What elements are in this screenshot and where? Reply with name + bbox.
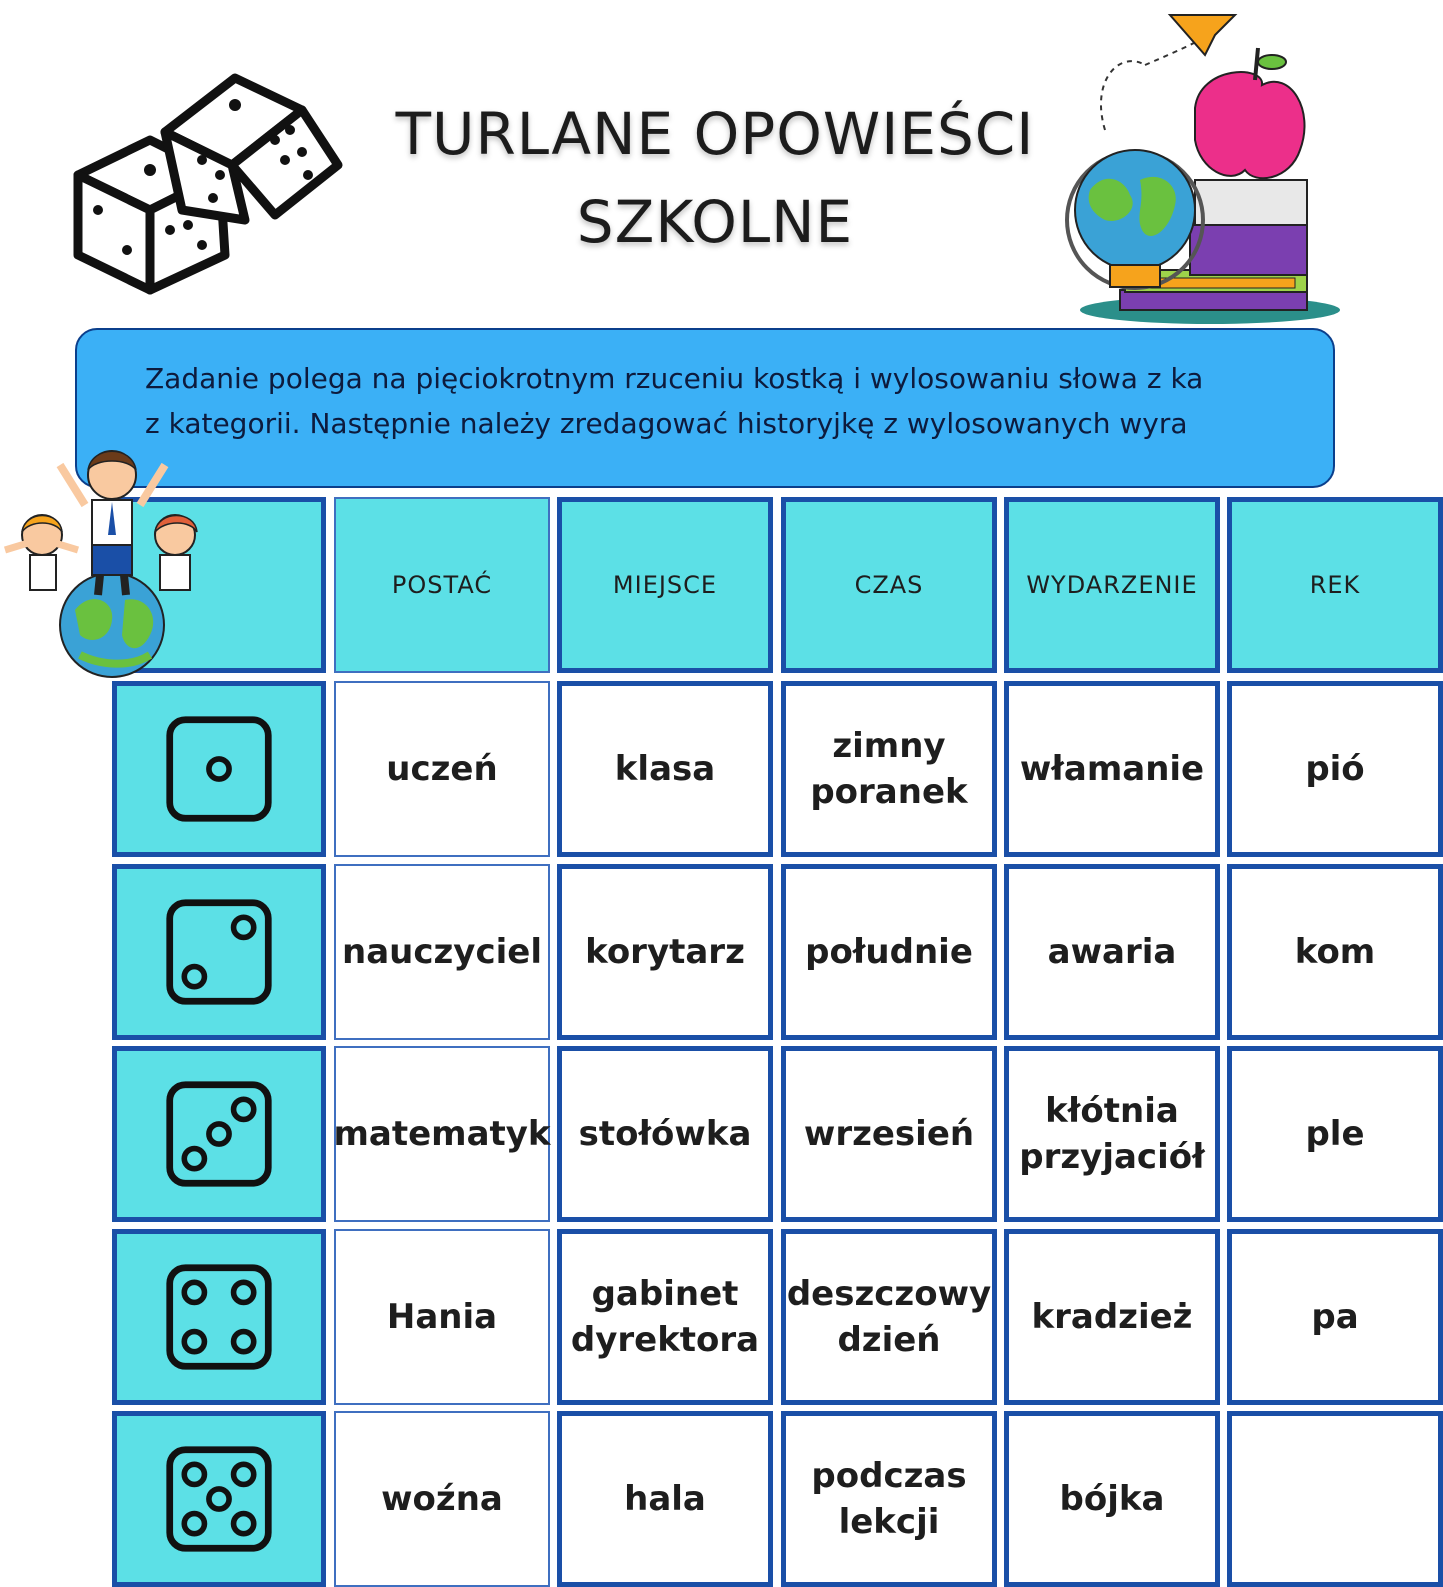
- word-text: korytarz: [585, 932, 745, 972]
- die-face-4-icon: [163, 1261, 275, 1373]
- word-text: woźna: [381, 1479, 503, 1519]
- dice-cell: [112, 864, 326, 1040]
- word-text: Hania: [386, 1297, 498, 1337]
- word-text: pa: [1311, 1297, 1359, 1337]
- word-text: włamanie: [1019, 749, 1205, 789]
- word-cell: [1004, 1411, 1220, 1587]
- word-text: klasa: [614, 749, 716, 789]
- word-cell: [781, 1229, 997, 1405]
- page-title-line2: SZKOLNE: [576, 188, 854, 256]
- instructions-line-2: z kategorii. Następnie należy zredagować historyjkę z wylosowanych wyra: [145, 407, 1188, 440]
- word-cell: [334, 864, 550, 1040]
- word-cell: [334, 1046, 550, 1222]
- word-text: ple: [1305, 1114, 1365, 1154]
- die-face-2-icon: [163, 896, 275, 1008]
- word-cell: [557, 864, 773, 1040]
- word-text: bójka: [1059, 1479, 1165, 1519]
- word-cell: [1227, 1411, 1443, 1587]
- die-face-5-icon: [163, 1443, 275, 1555]
- word-text: wrzesień: [803, 1114, 975, 1154]
- word-cell: [1004, 864, 1220, 1040]
- word-text: uczeń: [386, 749, 498, 789]
- instructions-line-1: Zadanie polega na pięciokrotnym rzuceniu kostką i wylosowaniu słowa z ka: [145, 362, 1204, 395]
- word-cell: [334, 681, 550, 857]
- header-cell: [1004, 497, 1220, 673]
- word-text: południe: [805, 932, 973, 972]
- dice-cell: [112, 1411, 326, 1587]
- word-cell: [334, 1229, 550, 1405]
- header-cell: [1227, 497, 1443, 673]
- word-text: podczas lekcji: [811, 1456, 967, 1542]
- word-text: nauczyciel: [342, 932, 542, 972]
- header-label: CZAS: [854, 571, 924, 599]
- word-cell: [1227, 681, 1443, 857]
- word-text: matematyk: [333, 1114, 551, 1154]
- word-cell: [1004, 1046, 1220, 1222]
- word-cell: [1004, 1229, 1220, 1405]
- word-text: kom: [1294, 932, 1376, 972]
- header-label: WYDARZENIE: [1026, 571, 1198, 599]
- word-cell: [557, 1411, 773, 1587]
- word-text: pió: [1305, 749, 1365, 789]
- word-text: hala: [624, 1479, 706, 1519]
- word-cell: [781, 1046, 997, 1222]
- word-text: kradzież: [1031, 1297, 1193, 1337]
- word-cell: [557, 681, 773, 857]
- instructions-text: [145, 356, 1325, 446]
- word-cell: [781, 1411, 997, 1587]
- dice-cell: [112, 1229, 326, 1405]
- word-cell: [1227, 1229, 1443, 1405]
- word-text: deszczowy dzień: [786, 1274, 992, 1360]
- word-cell: [781, 864, 997, 1040]
- word-text: kłótnia przyjaciół: [1019, 1091, 1205, 1177]
- globe-apple-books-icon: [1050, 10, 1307, 328]
- word-cell: [1004, 681, 1220, 857]
- header-cell: [334, 497, 550, 673]
- page-title-line1: TURLANE OPOWIEŚCI: [395, 100, 1035, 168]
- header-label: REK: [1309, 571, 1361, 599]
- word-text: zimny poranek: [810, 726, 968, 812]
- die-face-1-icon: [163, 713, 275, 825]
- dice-pair-icon: [70, 70, 350, 300]
- header-cell: [557, 497, 773, 673]
- kids-on-globe-icon: [0, 440, 205, 680]
- word-text: stołówka: [578, 1114, 752, 1154]
- word-text: awaria: [1047, 932, 1177, 972]
- word-cell: [1227, 1046, 1443, 1222]
- word-cell: [781, 681, 997, 857]
- word-cell: [334, 1411, 550, 1587]
- word-cell: [557, 1046, 773, 1222]
- dice-cell: [112, 681, 326, 857]
- header-label: MIEJSCE: [612, 571, 718, 599]
- header-label: POSTAĆ: [391, 571, 493, 599]
- word-cell: [557, 1229, 773, 1405]
- word-text: gabinet dyrektora: [570, 1274, 760, 1360]
- die-face-3-icon: [163, 1078, 275, 1190]
- dice-cell: [112, 1046, 326, 1222]
- header-cell: [781, 497, 997, 673]
- word-cell: [1227, 864, 1443, 1040]
